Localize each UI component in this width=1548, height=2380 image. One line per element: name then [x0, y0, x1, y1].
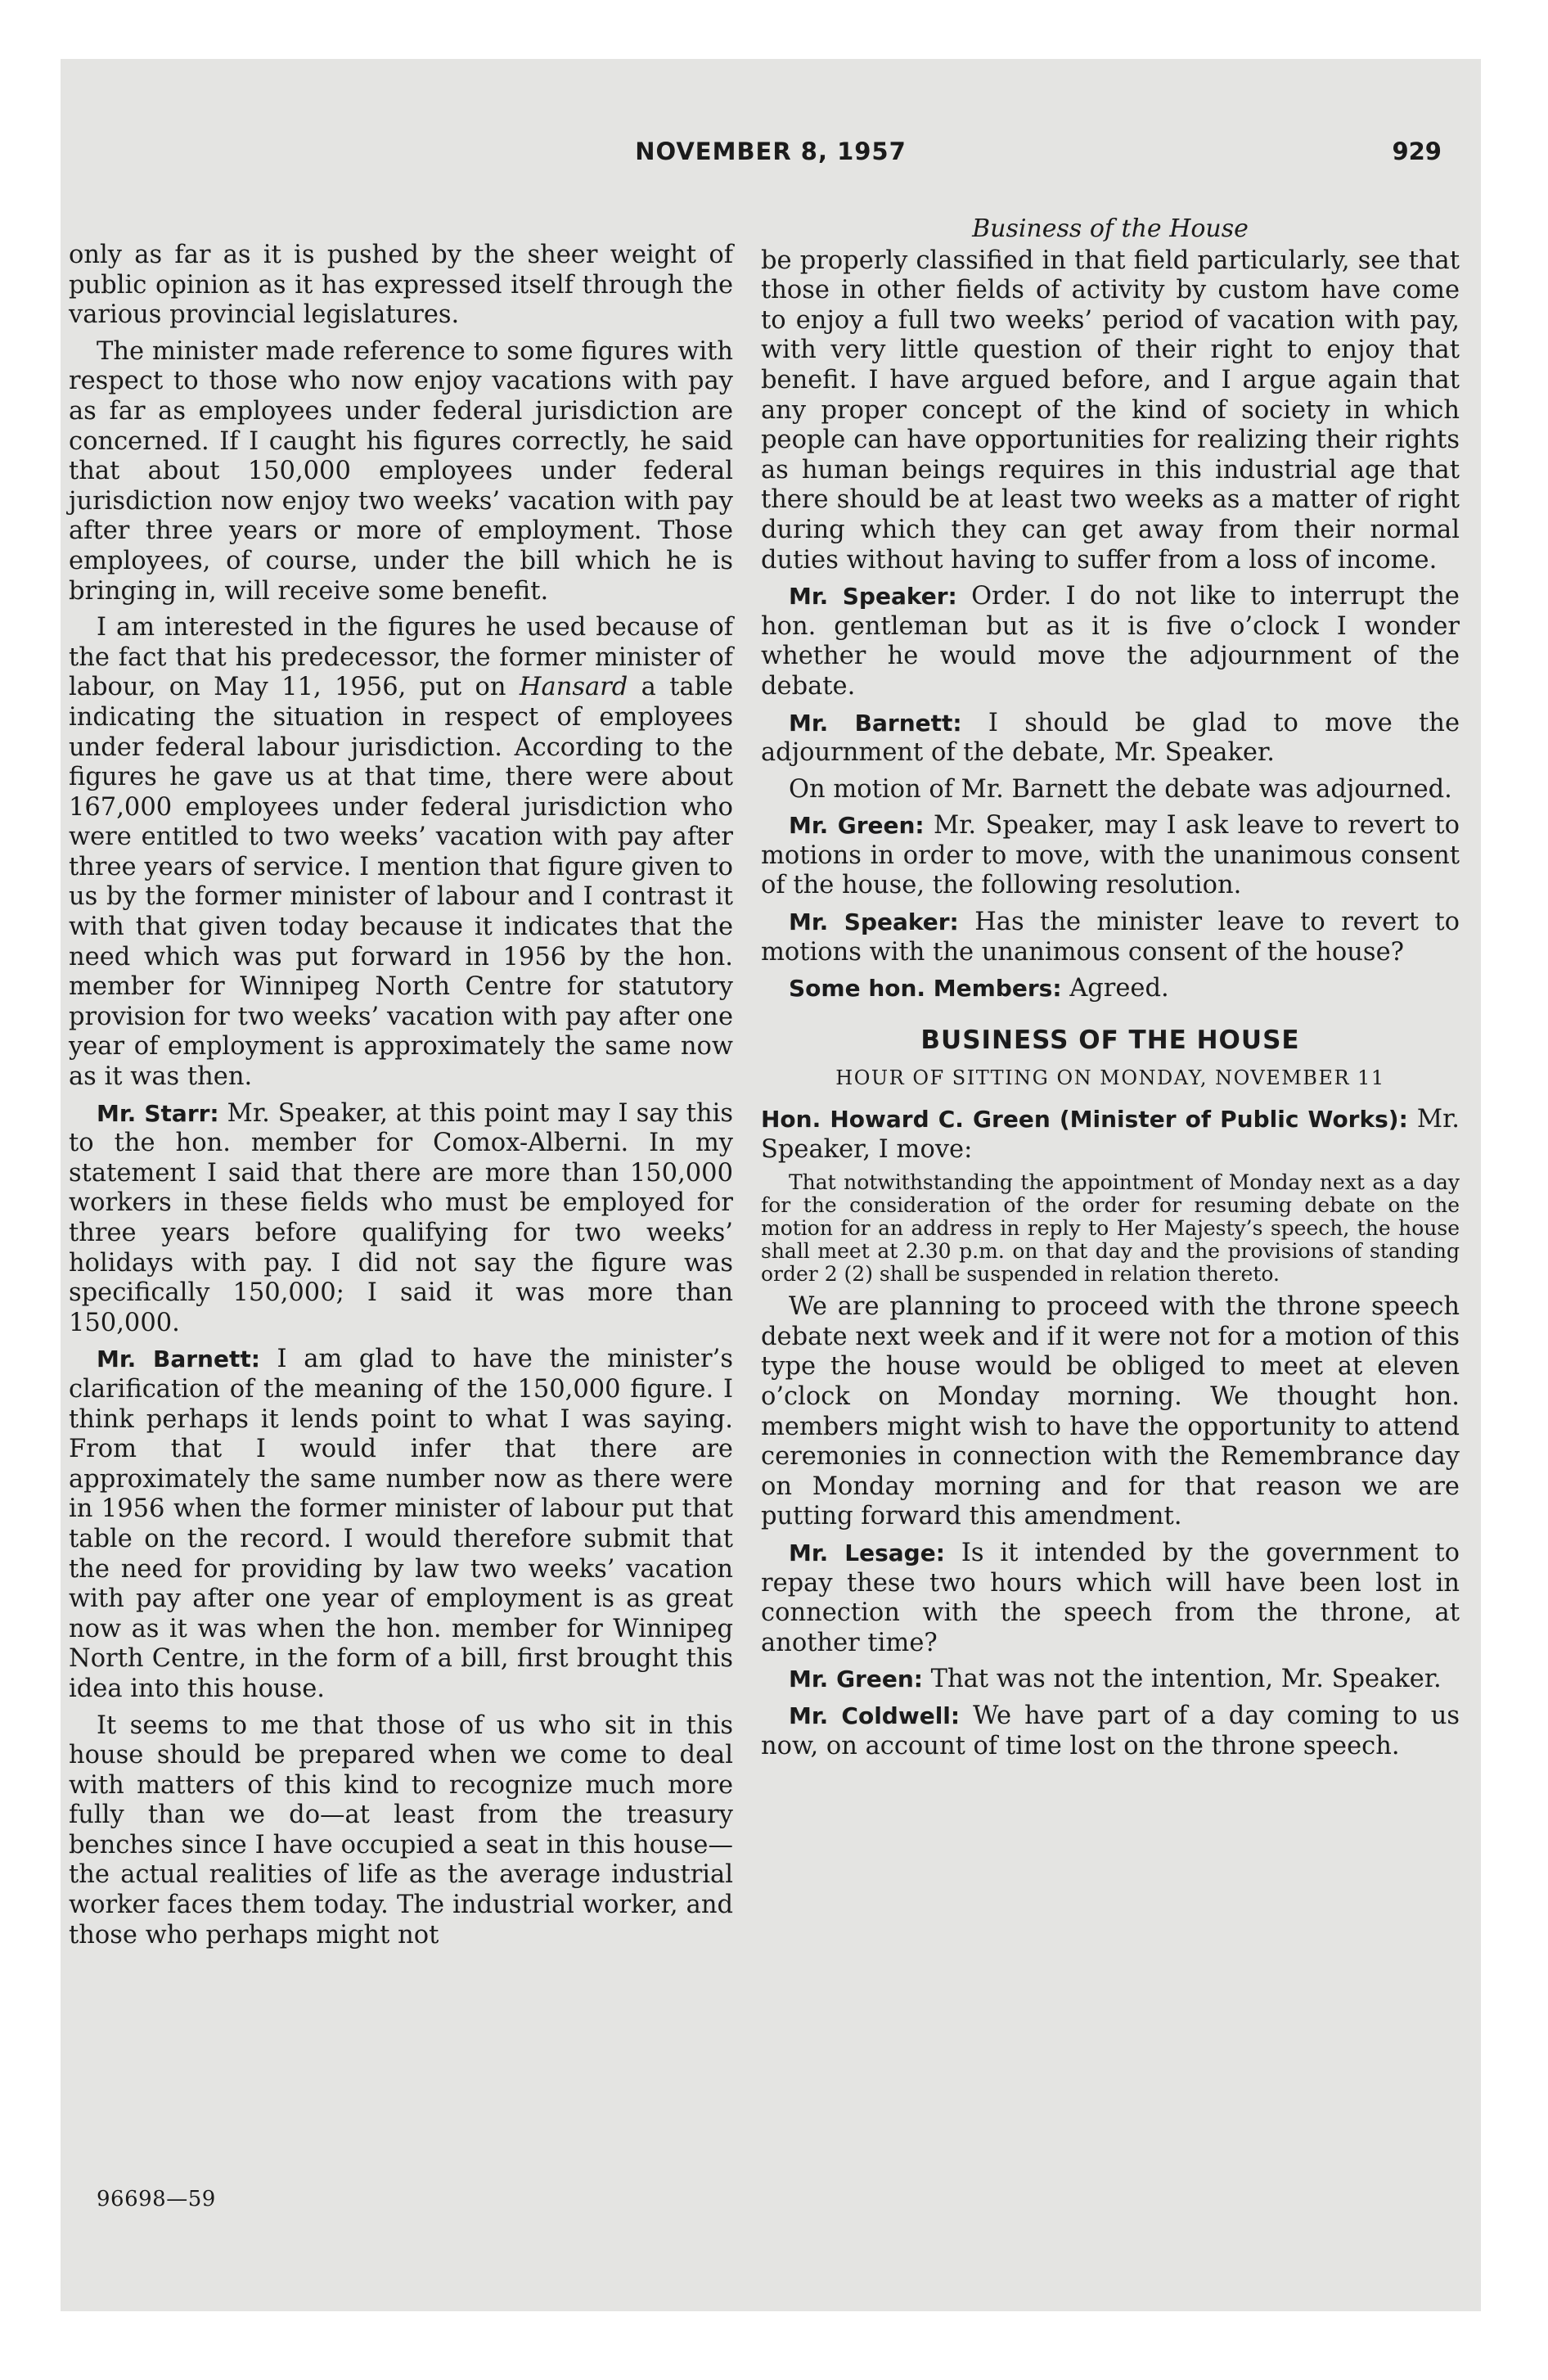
- speech-text: Is it intended by the government to repay these two hours which will have been lost in connection with the speech from the throne, at another time?: [761, 1538, 1460, 1657]
- text-run: a table indicating the situation in respect of employees under federal labour jurisdiction. According to the figures he gave us at that time, there were about 167,000 employees under federal jurisdiction who were entitled to two weeks’ vacation with pay after three years of service. I mention that figure given to us by the former minister of labour and I contrast it with that given today because it indicates that the need which was put forward in 1956 by the hon. member for Winnipeg North Centre for statutory provision for two weeks’ vacation with pay after one year of employment is approximately the same now as it was then.: [69, 673, 733, 1092]
- text-run: I am interested in the figures he used because of the fact that his predecessor, the former minister of labour, on May 11, 1956, put on: [69, 613, 733, 702]
- speech-text: Mr. Speaker, may I ask leave to revert to motions in order to move, with the unanimous consent of the house, the following resolution.: [761, 811, 1460, 900]
- speaker-name: Some hon. Members:: [789, 975, 1062, 1003]
- paragraph: be properly classified in that field particularly, see that those in other fields of activity by custom have come to enjoy a full two weeks’ period of vacation with pay, with very little question of their right to enjoy that benefit. I have argued before, and I argue again that any proper concept of the kind of society in which people can have opportunities for realizing their rights as human beings requires in this industrial age that there should be at least two weeks as a matter of right during which they can get away from their normal duties without having to suffer from a loss of income.: [761, 246, 1460, 575]
- speaker-name: Mr. Barnett:: [789, 709, 962, 737]
- speech-green: [761, 1665, 1460, 1695]
- speech-text: That was not the intention, Mr. Speaker.: [922, 1665, 1442, 1694]
- speech-text: Order. I do not like to interrupt the hon. gentleman but as it is five o’clock I wonder whether he would move the adjournment of the debate.: [761, 582, 1460, 701]
- speech-members: [761, 974, 1460, 1004]
- paragraph: only as far as it is pushed by the sheer weight of public opinion as it has expressed itself through the various provincial legislatures.: [69, 241, 733, 330]
- speaker-name: Mr. Coldwell:: [789, 1702, 961, 1729]
- speech-barnett: [69, 1345, 733, 1704]
- section-title: BUSINESS OF THE HOUSE: [920, 1025, 1300, 1055]
- speech-coldwell: [761, 1702, 1460, 1761]
- speaker-name: Mr. Barnett:: [97, 1346, 260, 1373]
- speech-text: Mr. Speaker, at this point may I say this to the hon. member for Comox-Alberni. In my statement I said that there are more than 150,000 workers in these fields who must be employed for three years before qualifying for two weeks’ holidays with pay. I did not say the figure was specifically 150,000; I said it was more than 150,000.: [69, 1098, 733, 1337]
- scanned-page: [61, 59, 1481, 2311]
- speech-hon-green: [761, 1105, 1460, 1165]
- speaker-name: Mr. Green:: [789, 1666, 923, 1693]
- speech-text: Mr. Speaker, I move:: [761, 1105, 1460, 1164]
- paragraph: It seems to me that those of us who sit in this house should be prepared when we come to deal with matters of this kind to recognize much more fully than we do—at least from the treasury benches since I have occupied a seat in this house—the actual realities of life as the average industrial worker faces them today. The industrial worker, and those who perhaps might not: [69, 1711, 733, 1950]
- speaker-name: Mr. Speaker:: [789, 908, 959, 936]
- speaker-name: Mr. Lesage:: [789, 1539, 945, 1566]
- speaker-name: Mr. Green:: [789, 812, 925, 840]
- running-head: Business of the House: [972, 214, 1249, 243]
- speaker-name: Hon. Howard C. Green (Minister of Public Works):: [761, 1106, 1408, 1134]
- section-subtitle: HOUR OF SITTING ON MONDAY, NOVEMBER 11: [835, 1066, 1385, 1090]
- speech-text: Agreed.: [1061, 974, 1169, 1003]
- hansard-italic: Hansard: [519, 673, 628, 702]
- speaker-name: Mr. Starr:: [97, 1099, 219, 1127]
- speaker-name: Mr. Speaker:: [789, 583, 957, 611]
- speech-green: [761, 811, 1460, 901]
- header-date: NOVEMBER 8, 1957: [635, 137, 907, 165]
- paragraph: The minister made reference to some figures with respect to those who now enjoy vacations with pay as far as employees under federal jurisdiction are concerned. If I caught his figures correctly, he said that about 150,000 employees under federal jurisdiction now enjoy two weeks’ vacation with pay after three years or more of employment. Those employees, of course, under the bill which he is bringing in, will receive some benefit.: [69, 336, 733, 606]
- speech-text: I should be glad to move the adjournment of the debate, Mr. Speaker.: [761, 708, 1460, 768]
- speech-barnett: [761, 709, 1460, 769]
- paragraph: [69, 613, 733, 1093]
- speech-lesage: [761, 1539, 1460, 1658]
- speech-speaker: [761, 908, 1460, 967]
- left-column: [69, 241, 733, 1957]
- page-header: [61, 137, 1481, 178]
- page-number: 929: [1392, 137, 1442, 165]
- motion-text: That notwithstanding the appointment of Monday next as a day for the consideration of the order for resuming debate on the motion for an address in reply to Her Majesty’s speech, the house shall meet at 2.30 p.m. on that day and the provisions of standing order 2 (2) shall be suspended in relation thereto.: [761, 1170, 1460, 1287]
- printer-footnote: 96698—59: [97, 2187, 216, 2211]
- speech-speaker: [761, 582, 1460, 701]
- speech-text: Has the minister leave to revert to motions with the unanimous consent of the house?: [761, 908, 1460, 967]
- motion-adjourned: On motion of Mr. Barnett the debate was adjourned.: [789, 774, 1452, 804]
- speech-starr: [69, 1099, 733, 1339]
- paragraph: We are planning to proceed with the throne speech debate next week and if it were not for a motion of this type the house would be obliged to meet at eleven o’clock on Monday morning. We thought hon. members might wish to have the opportunity to attend ceremonies in connection with the Remembrance day on Monday morning and for that reason we are putting forward this amendment.: [761, 1292, 1460, 1531]
- speech-text: I am glad to have the minister’s clarification of the meaning of the 150,000 figure. I think perhaps it lends point to what I was saying. From that I would infer that there are approximately the same number now as there were in 1956 when the former minister of labour put that table on the record. I would therefore submit that the need for providing by law two weeks’ vacation with pay after one year of employment is as great now as it was when the hon. member for Winnipeg North Centre, in the form of a bill, first brought this idea into this house.: [69, 1345, 733, 1703]
- right-column: [761, 214, 1460, 1768]
- speech-text: We have part of a day coming to us now, on account of time lost on the throne speech.: [761, 1701, 1460, 1760]
